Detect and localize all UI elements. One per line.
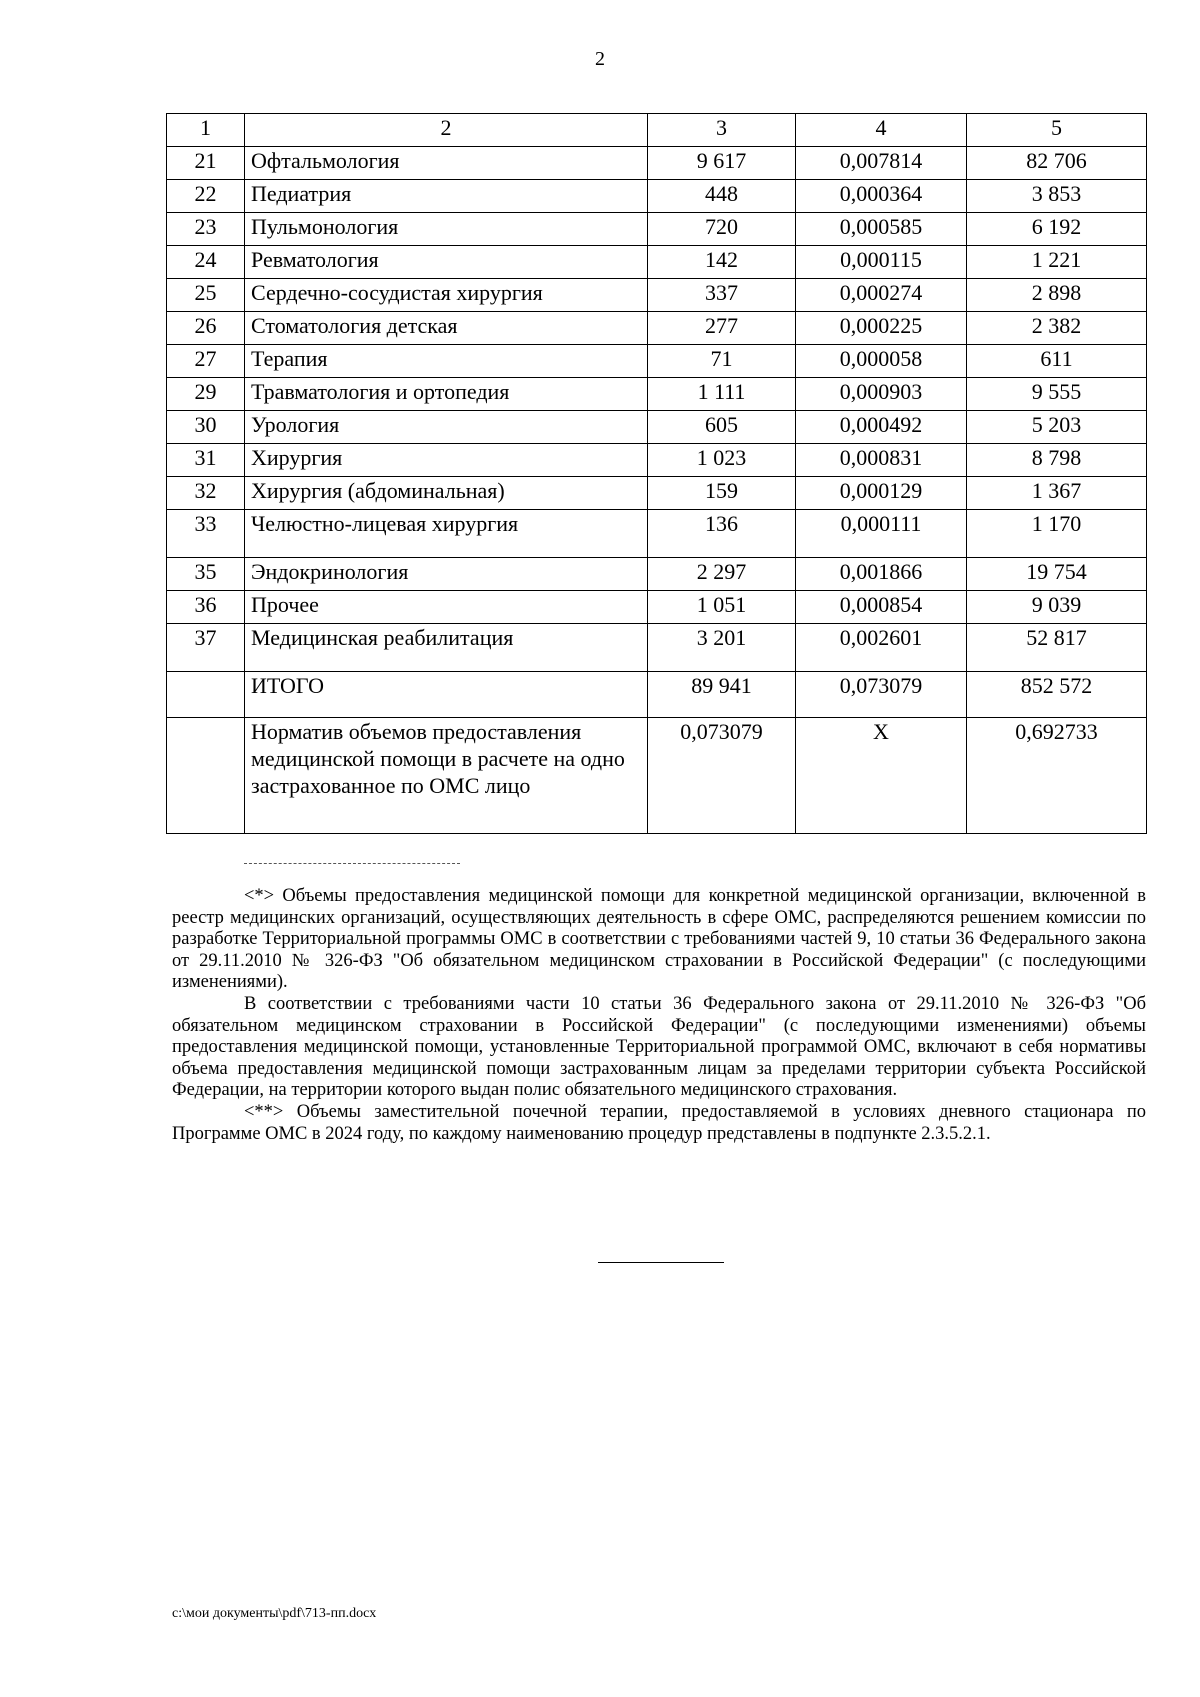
- table-header-row: [167, 114, 1147, 147]
- end-of-document-line: [598, 1262, 724, 1263]
- row-number: 31: [167, 444, 245, 477]
- row-number: 36: [167, 591, 245, 624]
- row-name: Травматология и ортопедия: [245, 378, 648, 411]
- row-col4: 0,000058: [796, 345, 967, 378]
- row-name: Ревматология: [245, 246, 648, 279]
- row-name: Медицинская реабилитация: [245, 624, 648, 672]
- row-number: 37: [167, 624, 245, 672]
- norm-col5: 0,692733: [967, 718, 1147, 834]
- row-name: Сердечно-сосудистая хирургия: [245, 279, 648, 312]
- total-col4: 0,073079: [796, 672, 967, 718]
- row-name: Прочее: [245, 591, 648, 624]
- header-cell-4: 4: [796, 114, 967, 147]
- table-row: [167, 378, 1147, 411]
- row-number: 25: [167, 279, 245, 312]
- row-col3: 605: [648, 411, 796, 444]
- row-col3: 2 297: [648, 558, 796, 591]
- row-col4: 0,000115: [796, 246, 967, 279]
- row-name: Терапия: [245, 345, 648, 378]
- row-number: 30: [167, 411, 245, 444]
- row-name: Хирургия (абдоминальная): [245, 477, 648, 510]
- row-col3: 448: [648, 180, 796, 213]
- total-row: [167, 672, 1147, 718]
- row-col3: 142: [648, 246, 796, 279]
- file-path: c:\мои документы\pdf\713-пп.docx: [172, 1606, 377, 1621]
- table-row: [167, 444, 1147, 477]
- table-row: [167, 558, 1147, 591]
- row-col4: 0,002601: [796, 624, 967, 672]
- row-col5: 611: [967, 345, 1147, 378]
- row-col5: 5 203: [967, 411, 1147, 444]
- row-col3: 1 023: [648, 444, 796, 477]
- page-number: 2: [595, 48, 605, 70]
- row-col4: 0,007814: [796, 147, 967, 180]
- row-col4: 0,000585: [796, 213, 967, 246]
- row-col5: 19 754: [967, 558, 1147, 591]
- row-col5: 82 706: [967, 147, 1147, 180]
- row-number: 35: [167, 558, 245, 591]
- row-number: 29: [167, 378, 245, 411]
- row-col3: 3 201: [648, 624, 796, 672]
- table-row: [167, 591, 1147, 624]
- row-number: 27: [167, 345, 245, 378]
- total-label: ИТОГО: [245, 672, 648, 718]
- header-cell-1: 1: [167, 114, 245, 147]
- table-row: [167, 624, 1147, 672]
- table-row: [167, 246, 1147, 279]
- row-col5: 6 192: [967, 213, 1147, 246]
- row-name: Эндокринология: [245, 558, 648, 591]
- row-col4: 0,001866: [796, 558, 967, 591]
- row-name: Челюстно-лицевая хирургия: [245, 510, 648, 558]
- norm-col3: 0,073079: [648, 718, 796, 834]
- table-row: [167, 147, 1147, 180]
- row-col4: 0,000111: [796, 510, 967, 558]
- row-col5: 2 898: [967, 279, 1147, 312]
- row-number: 32: [167, 477, 245, 510]
- table-row: [167, 345, 1147, 378]
- row-number: 33: [167, 510, 245, 558]
- row-name: Урология: [245, 411, 648, 444]
- footnote-separator: [244, 863, 460, 864]
- row-col3: 9 617: [648, 147, 796, 180]
- row-col5: 1 367: [967, 477, 1147, 510]
- row-col5: 8 798: [967, 444, 1147, 477]
- row-col4: 0,000492: [796, 411, 967, 444]
- row-col3: 136: [648, 510, 796, 558]
- row-col4: 0,000831: [796, 444, 967, 477]
- header-cell-2: 2: [245, 114, 648, 147]
- row-number: 21: [167, 147, 245, 180]
- row-col5: 3 853: [967, 180, 1147, 213]
- footnotes: [172, 886, 1146, 1145]
- row-name: Пульмонология: [245, 213, 648, 246]
- table-row: [167, 411, 1147, 444]
- row-number: 26: [167, 312, 245, 345]
- row-col3: 337: [648, 279, 796, 312]
- row-number: 23: [167, 213, 245, 246]
- norm-number: [167, 718, 245, 834]
- row-col4: 0,000364: [796, 180, 967, 213]
- row-col3: 720: [648, 213, 796, 246]
- table-row: [167, 477, 1147, 510]
- row-col5: 2 382: [967, 312, 1147, 345]
- row-col4: 0,000274: [796, 279, 967, 312]
- row-col5: 9 039: [967, 591, 1147, 624]
- row-col5: 1 170: [967, 510, 1147, 558]
- row-col4: 0,000129: [796, 477, 967, 510]
- norm-label: Норматив объемов предоставления медицинской помощи в расчете на одно застрахованное по ОМС лицо: [245, 718, 648, 834]
- table-row: [167, 279, 1147, 312]
- row-col3: 1 111: [648, 378, 796, 411]
- row-col5: 52 817: [967, 624, 1147, 672]
- volumes-table: [166, 113, 1147, 834]
- table-row: [167, 180, 1147, 213]
- total-col3: 89 941: [648, 672, 796, 718]
- norm-row: [167, 718, 1147, 834]
- row-name: Хирургия: [245, 444, 648, 477]
- row-col3: 159: [648, 477, 796, 510]
- header-cell-5: 5: [967, 114, 1147, 147]
- footnote-3: <**> Объемы заместительной почечной терапии, предоставляемой в условиях дневного стационара по Программе ОМС в 2024 году, по каждому наименованию процедур представлены в подпункте 2.3.5.2.1.: [172, 1101, 1146, 1144]
- table-row: [167, 510, 1147, 558]
- row-col3: 277: [648, 312, 796, 345]
- row-number: 22: [167, 180, 245, 213]
- row-col3: 1 051: [648, 591, 796, 624]
- total-col5: 852 572: [967, 672, 1147, 718]
- table-row: [167, 312, 1147, 345]
- row-col3: 71: [648, 345, 796, 378]
- footnote-2: В соответствии с требованиями части 10 статьи 36 Федерального закона от 29.11.2010 № 326-ФЗ "Об обязательном медицинском страховании в Российской Федерации" (с последующими изменениями) объемы предоставления медицинской помощи, установленные Территориальной программой ОМС, включают в себя нормативы объема предоставления медицинской помощи застрахованным лицам за пределами территории субъекта Российской Федерации, на территории которого выдан полис обязательного медицинского страхования.: [172, 993, 1146, 1101]
- row-col5: 1 221: [967, 246, 1147, 279]
- table-row: [167, 213, 1147, 246]
- row-number: 24: [167, 246, 245, 279]
- total-number: [167, 672, 245, 718]
- row-name: Стоматология детская: [245, 312, 648, 345]
- row-col4: 0,000225: [796, 312, 967, 345]
- header-cell-3: 3: [648, 114, 796, 147]
- row-col4: 0,000854: [796, 591, 967, 624]
- row-col5: 9 555: [967, 378, 1147, 411]
- footnote-1: <*> Объемы предоставления медицинской помощи для конкретной медицинской организации, включенной в реестр медицинских организаций, осуществляющих деятельность в сфере ОМС, распределяются решением комиссии по разработке Территориальной программы ОМС в соответствии с требованиями частей 9, 10 статьи 36 Федерального закона от 29.11.2010 № 326-ФЗ "Об обязательном медицинском страховании в Российской Федерации" (с последующими изменениями).: [172, 886, 1146, 993]
- norm-col4: X: [796, 718, 967, 834]
- row-name: Офтальмология: [245, 147, 648, 180]
- row-col4: 0,000903: [796, 378, 967, 411]
- row-name: Педиатрия: [245, 180, 648, 213]
